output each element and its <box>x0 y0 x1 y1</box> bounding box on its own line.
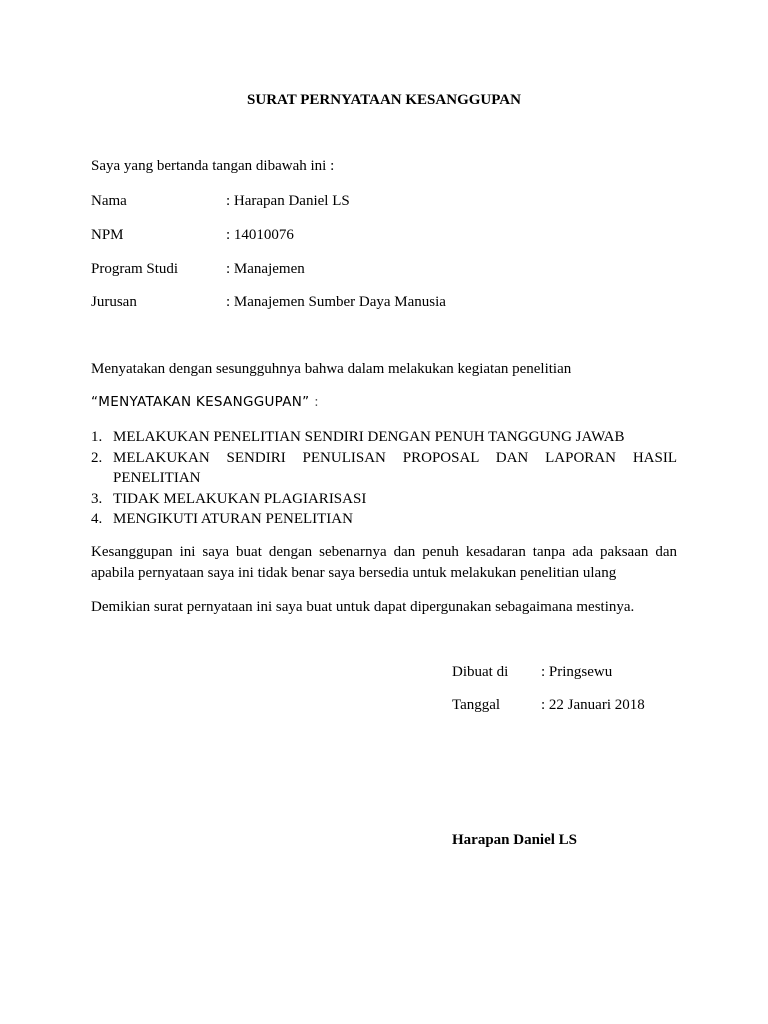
list-item-text: MELAKUKAN SENDIRI PENULISAN PROPOSAL DAN LAPORAN HASIL PENELITIAN <box>113 449 677 486</box>
commitment-list <box>91 427 677 530</box>
intro-text: Saya yang bertanda tangan dibawah ini : <box>91 158 335 174</box>
paragraph-closing: Demikian surat pernyataan ini saya buat untuk dapat dipergunakan sebagaimana mestinya. <box>91 599 635 615</box>
list-item-number: 1. <box>91 429 103 445</box>
field-value-nama: : Harapan Daniel LS <box>226 193 350 209</box>
list-item-text: MELAKUKAN PENELITIAN SENDIRI DENGAN PENUH TANGGUNG JAWAB <box>113 429 625 445</box>
date-value: : 22 Januari 2018 <box>541 697 645 713</box>
list-item-number: 4. <box>91 511 103 527</box>
commitment-heading <box>91 394 319 410</box>
place-value: : Pringsewu <box>541 664 613 680</box>
field-label-jurusan: Jurusan <box>91 294 137 310</box>
field-label-program-studi: Program Studi <box>91 261 179 277</box>
document-title: SURAT PERNYATAAN KESANGGUPAN <box>247 92 521 108</box>
list-item <box>91 509 677 530</box>
list-item-text: MENGIKUTI ATURAN PENELITIAN <box>113 511 353 527</box>
statement-text: Menyatakan dengan sesungguhnya bahwa dalam melakukan kegiatan penelitian <box>91 361 572 377</box>
list-item-number: 2. <box>91 449 103 466</box>
field-label-npm: NPM <box>91 227 124 243</box>
signer-name: Harapan Daniel LS <box>452 832 578 848</box>
commitment-heading-colon: : <box>309 394 319 410</box>
list-item <box>91 448 677 489</box>
field-value-program-studi: : Manajemen <box>226 261 305 277</box>
field-label-nama: Nama <box>91 193 127 209</box>
date-label: Tanggal <box>452 697 501 713</box>
place-label: Dibuat di <box>452 664 509 680</box>
commitment-heading-text: “MENYATAKAN KESANGGUPAN” <box>91 394 310 410</box>
list-item <box>91 427 677 448</box>
paragraph-commitment: Kesanggupan ini saya buat dengan sebenarnya dan penuh kesadaran tanpa ada paksaan dan apabila pernyataan saya ini tidak benar saya bersedia untuk melakukan penelitian ulang <box>91 544 677 581</box>
list-item-number: 3. <box>91 490 103 507</box>
list-item <box>91 489 677 510</box>
list-item-text: TIDAK MELAKUKAN PLAGIARISASI <box>113 490 367 507</box>
field-value-npm: : 14010076 <box>226 227 294 243</box>
field-value-jurusan: : Manajemen Sumber Daya Manusia <box>226 294 446 310</box>
